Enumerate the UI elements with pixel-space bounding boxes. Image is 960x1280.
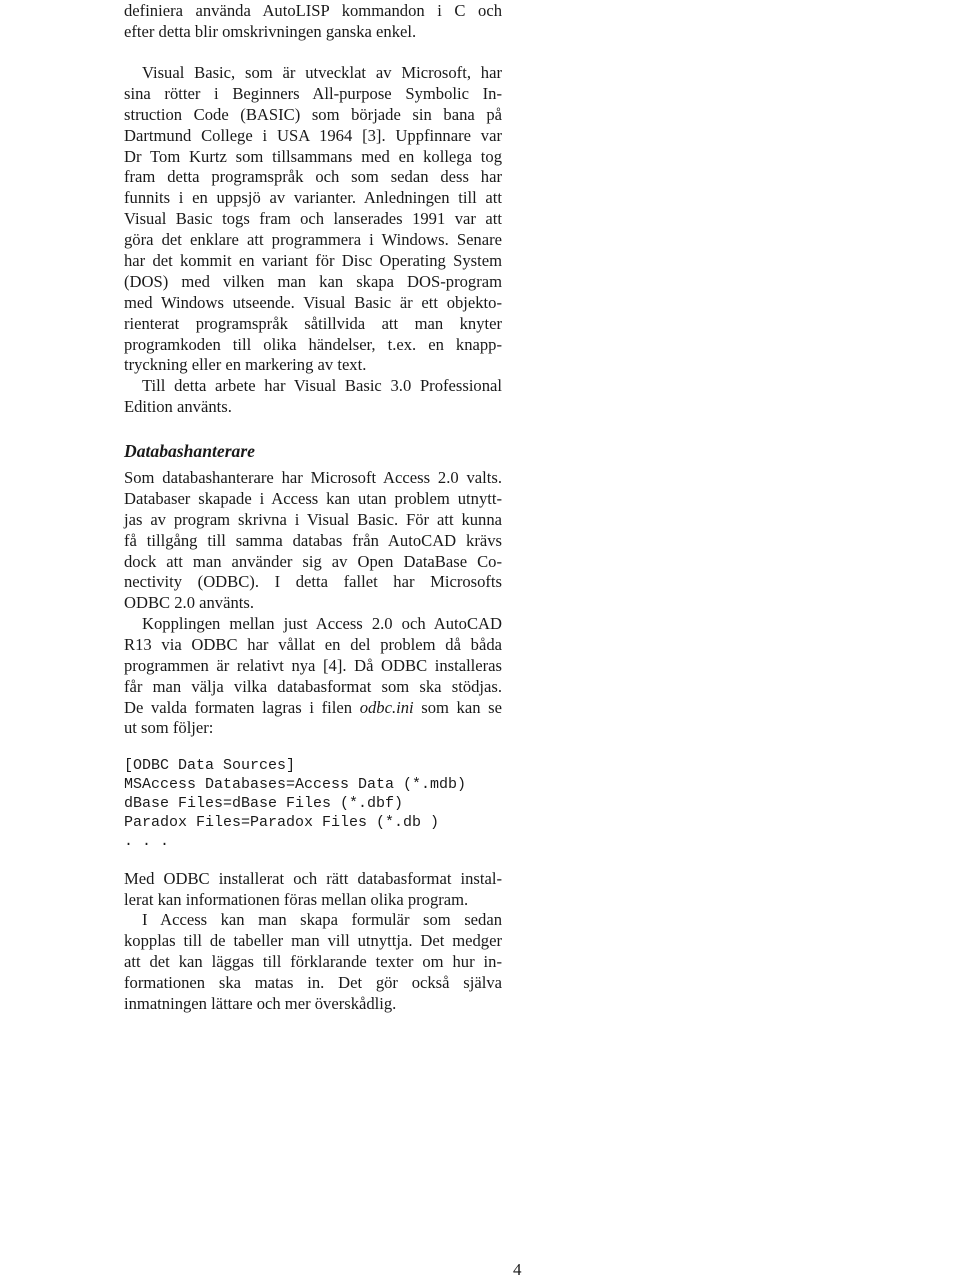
after-code-paragraph [124,869,502,911]
coupling-paragraph [124,614,502,739]
text-line: (DOS) med vilken man kan skapa DOS-program [124,271,502,291]
text-line: tryckning eller en markering av text. [124,355,367,375]
text-line [124,698,502,719]
code-line: dBase Files=dBase Files (*.dbf) [124,795,404,812]
page-number: 4 [513,1260,522,1279]
text-fragment: De valda formaten lagras i filen [124,697,360,717]
text-line: Visual Basic togs fram och lanserades 1991 var att [124,209,502,229]
text-line: definiera använda AutoLISP kommandon i C och [124,1,502,20]
text-line: inmatningen lättare och mer överskådlig. [124,993,397,1013]
text-line: programkoden till olika händelser, t.ex. en knapp- [124,334,502,354]
text-line: efter detta blir omskrivningen ganska enkel. [124,21,417,41]
text-line: med Windows utseende. Visual Basic är ett objekto- [124,292,502,312]
text-fragment: som kan se [413,697,502,717]
text-line: Dr Tom Kurtz som tillsammans med en kollega tog [124,146,502,166]
visual-basic-paragraph [124,63,502,376]
section-heading-wrap [124,440,502,462]
text-line: sina rötter i Beginners All-purpose Symbolic In- [124,83,502,103]
text-line: rienterat programspråk såtillvida att man knyter [124,313,502,333]
text-line: Edition använts. [124,396,232,416]
text-line: I Access kan man skapa formulär som sedan [142,910,502,929]
text-line: att det kan läggas till förklarande texter om hur in- [124,951,502,971]
code-line: [ODBC Data Sources] [124,757,296,774]
text-line: få tillgång till samma databas från AutoCAD krävs [124,530,502,550]
access-paragraph [124,468,502,614]
code-line: . . . [124,833,170,850]
text-line: struction Code (BASIC) som började sin bana på [124,104,502,124]
text-line: jas av program skrivna i Visual Basic. För att kunna [124,509,502,529]
code-block [124,756,502,851]
text-line: får man välja vilka databasformat som ska stödjas. [124,676,502,696]
text-line: har det kommit en variant för Disc Operating System [124,251,502,271]
text-line: ODBC 2.0 använts. [124,593,254,613]
text-line: Dartmund College i USA 1964 [3]. Uppfinnare var [124,125,502,145]
text-line: Till detta arbete har Visual Basic 3.0 Professional [142,376,502,395]
text-line: göra det enklare att programmera i Windows. Senare [124,230,502,250]
filename: odbc.ini [359,697,414,717]
text-line: fram detta programspråk och som sedan dess har [124,167,502,187]
text-line: funnits i en uppsjö av varianter. Anledningen till att [124,188,502,208]
text-line: ut som följer: [124,718,214,738]
intro-paragraph [124,1,502,43]
text-line: dock att man använder sig av Open DataBase Co- [124,551,502,571]
text-line: Med ODBC installerat och rätt databasformat instal- [124,869,502,888]
code-line: MSAccess Databases=Access Data (*.mdb) [124,776,467,793]
code-line: Paradox Files=Paradox Files (*.db ) [124,814,440,831]
text-line: lerat kan informationen föras mellan olika program. [124,889,469,909]
text-line: R13 via ODBC har vållat en del problem då båda [124,634,502,654]
text-line: programmen är relativt nya [4]. Då ODBC installeras [124,655,502,675]
forms-paragraph [124,910,502,1014]
vb-version-paragraph [124,376,502,418]
text-line: Kopplingen mellan just Access 2.0 och AutoCAD [142,614,502,633]
text-line: Som databashanterare har Microsoft Access 2.0 valts. [124,468,502,487]
text-line: formationen ska matas in. Det gör också själva [124,972,502,992]
section-heading: Databashanterare [124,441,255,461]
text-line: nectivity (ODBC). I detta fallet har Microsofts [124,572,502,592]
text-line: Databaser skapade i Access kan utan problem utnytt- [124,488,502,508]
text-line: Visual Basic, som är utvecklat av Microsoft, har [142,63,502,82]
text-line: kopplas till de tabeller man vill utnyttja. Det medger [124,930,502,950]
